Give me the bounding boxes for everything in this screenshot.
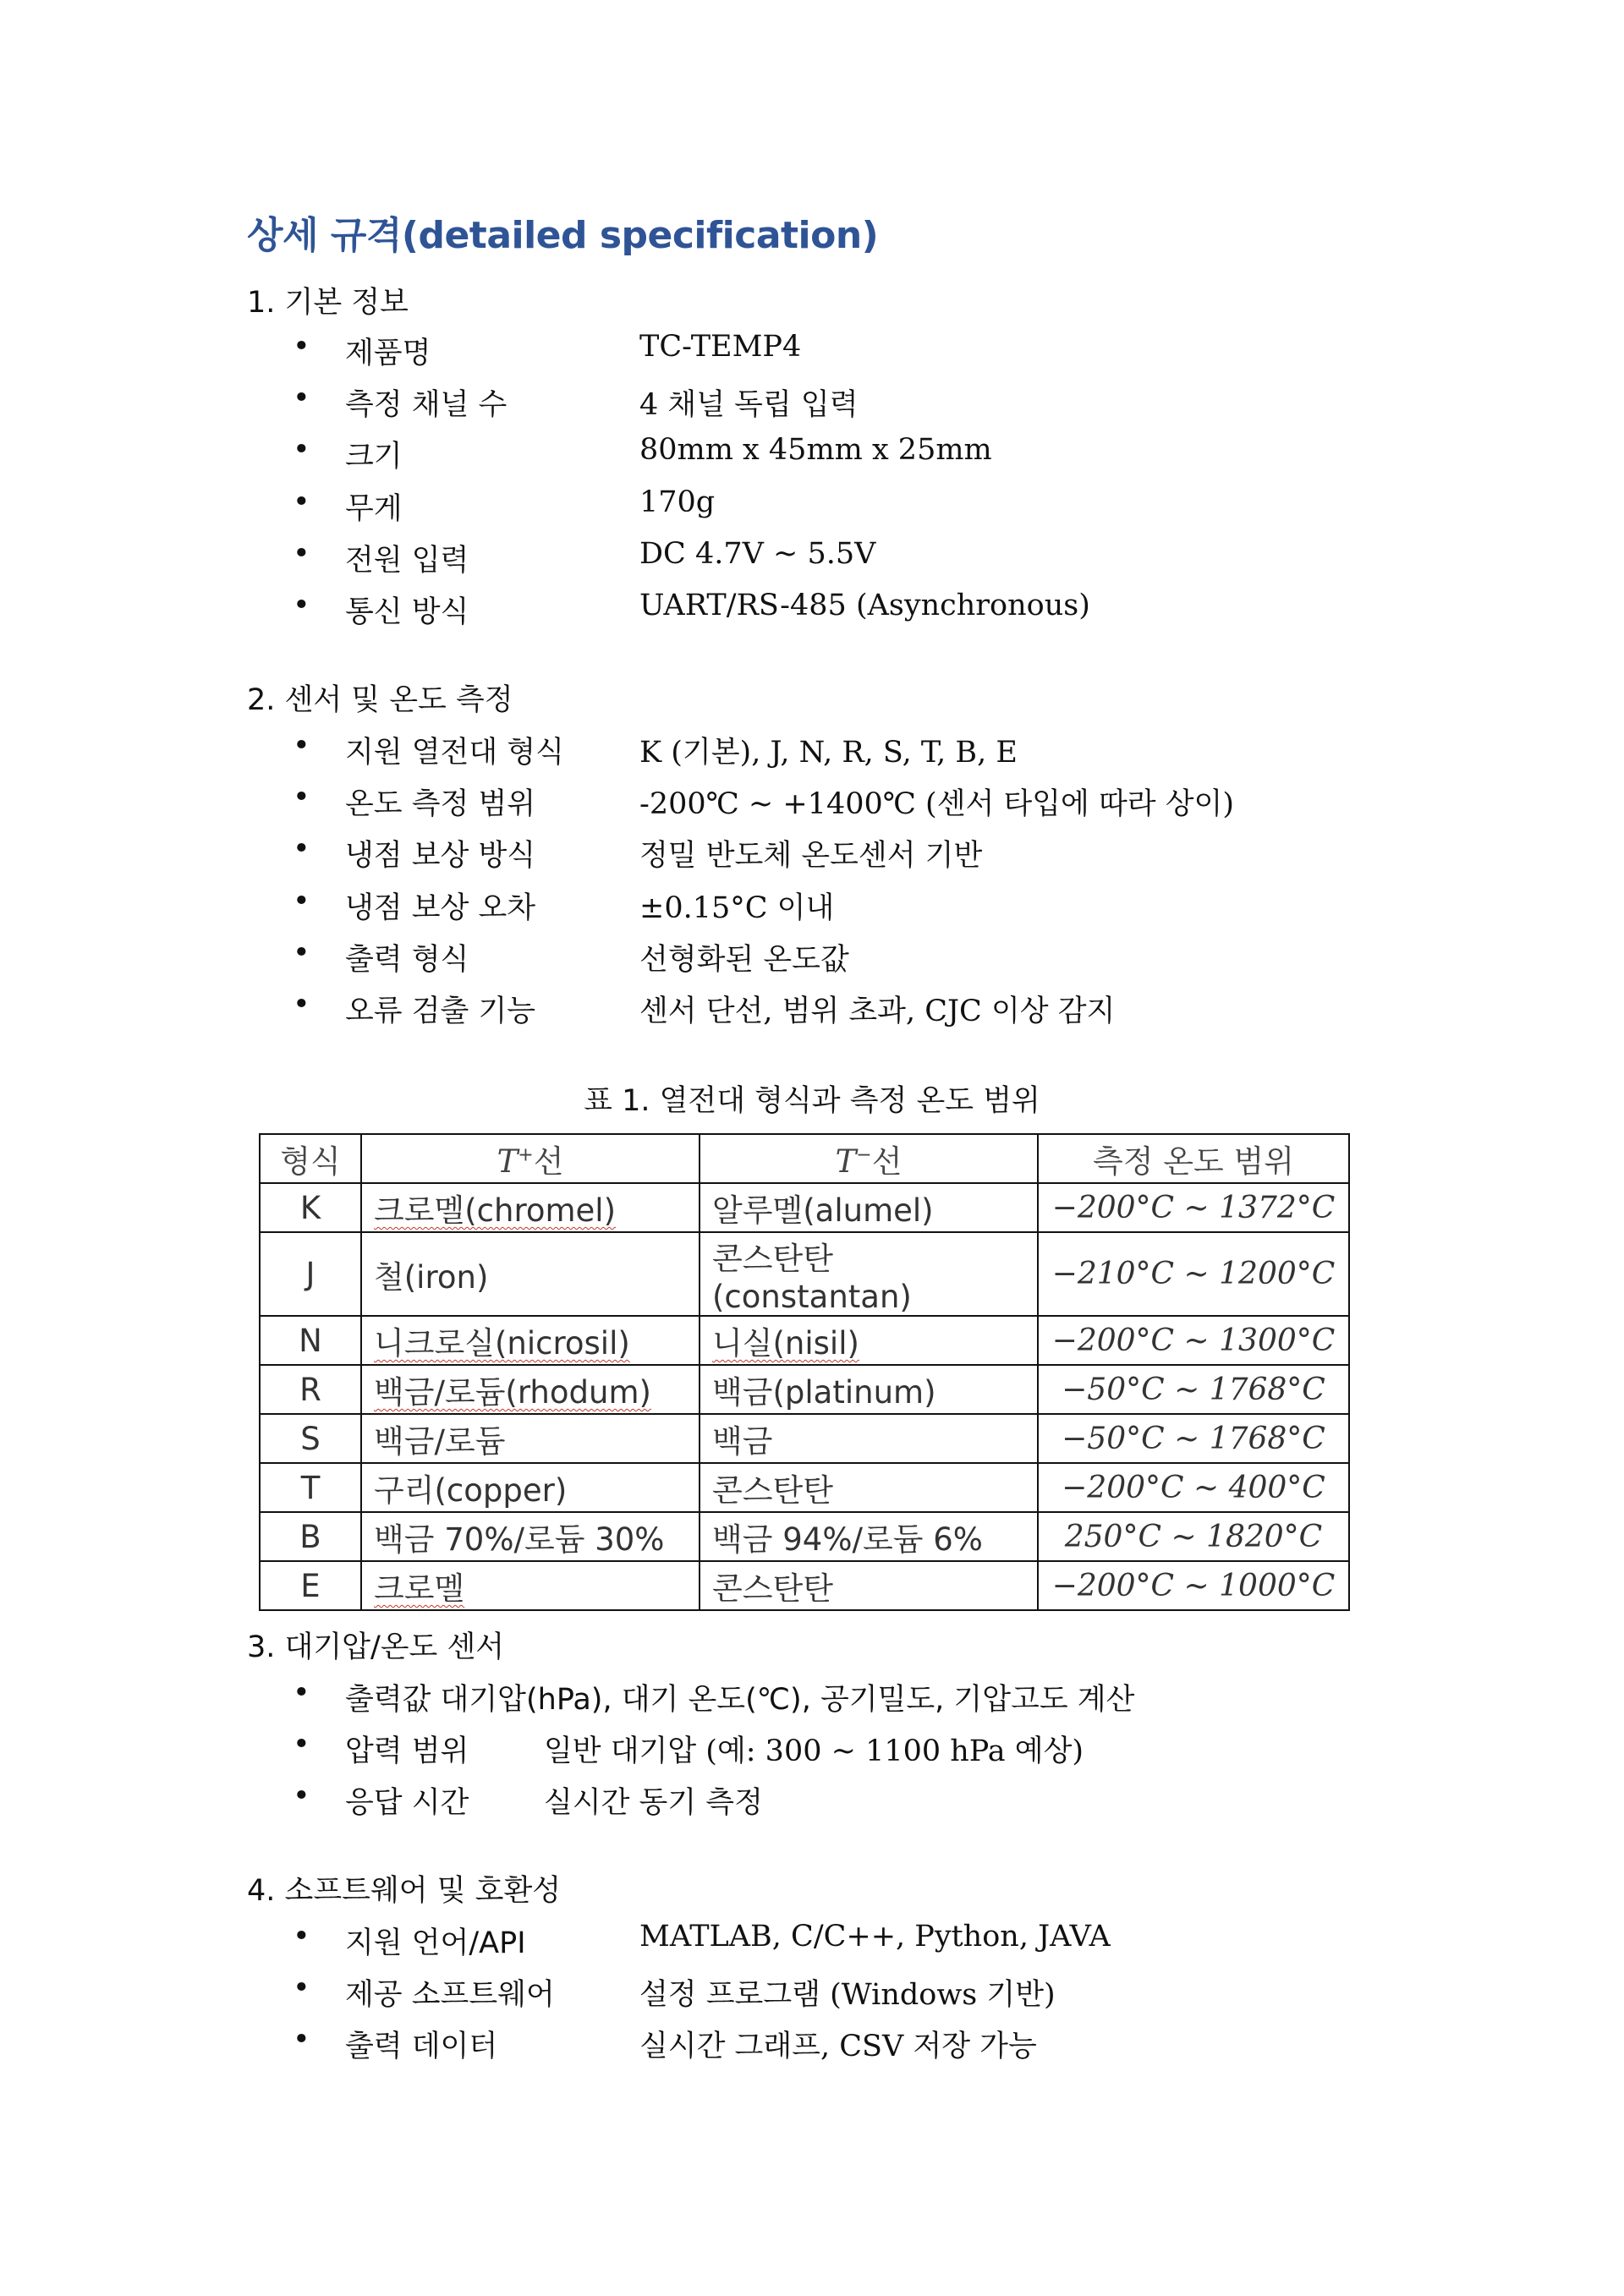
- cell-negative-wire: 백금: [700, 1414, 1038, 1463]
- spec-value: 실시간 그래프, CSV 저장 가능: [639, 2030, 1037, 2063]
- cell-type: E: [260, 1561, 361, 1610]
- table-caption: 표 1. 열전대 형식과 측정 온도 범위: [584, 1084, 1040, 1118]
- col-header-range: 측정 온도 범위: [1038, 1134, 1349, 1183]
- cell-range: 250°C ~ 1820°C: [1038, 1512, 1349, 1561]
- spec-label: 전원 입력: [345, 544, 469, 578]
- bullet: •: [293, 2023, 310, 2057]
- spec-item: [0, 589, 1624, 631]
- section-heading-software: 4. 소프트웨어 및 호환성: [247, 1874, 562, 1908]
- section-heading-basic-info: 1. 기본 정보: [247, 286, 409, 320]
- cell-positive-text: 백금/로듐(rhodum): [374, 1374, 651, 1411]
- spec-item: [0, 832, 1624, 874]
- bullet: •: [293, 1779, 310, 1813]
- cell-type: B: [260, 1512, 361, 1561]
- col-header-positive-wire: [361, 1134, 700, 1183]
- spec-value: UART/RS-485 (Asynchronous): [639, 589, 1090, 622]
- spec-item: [0, 1728, 1624, 1770]
- spec-value: ±0.15°C 이내: [639, 891, 835, 925]
- table-row: [260, 1414, 1349, 1463]
- bullet: •: [293, 537, 310, 571]
- cell-positive-text: 크로멜(chromel): [374, 1192, 617, 1229]
- spec-value: TC-TEMP4: [639, 330, 802, 364]
- bullet: •: [293, 433, 310, 467]
- spec-item: [0, 433, 1624, 475]
- spec-item: [0, 537, 1624, 579]
- spec-label: 측정 채널 수: [345, 388, 508, 422]
- cell-range: −200°C ~ 1372°C: [1038, 1183, 1349, 1232]
- bullet: •: [293, 832, 310, 866]
- spec-item: [0, 330, 1624, 372]
- bullet: •: [293, 485, 310, 519]
- spec-item: [0, 988, 1624, 1030]
- cell-negative-wire: 알루멜(alumel): [700, 1183, 1038, 1232]
- spec-label: 응답 시간: [345, 1786, 469, 1820]
- cell-positive-wire: [361, 1365, 700, 1414]
- spec-value: 80mm x 45mm x 25mm: [639, 433, 992, 467]
- spec-label: 지원 언어/API: [345, 1926, 526, 1960]
- table-row: [260, 1232, 1349, 1316]
- spec-value: DC 4.7V ~ 5.5V: [639, 537, 876, 571]
- spec-label: 크기: [345, 440, 403, 474]
- bullet: •: [293, 936, 310, 970]
- thermocouple-table: [259, 1133, 1350, 1611]
- table-header-row: [260, 1134, 1349, 1183]
- bullet: •: [293, 729, 310, 763]
- cell-negative-wire: 콘스탄탄: [700, 1463, 1038, 1512]
- bullet: •: [293, 1728, 310, 1762]
- bullet: •: [293, 1920, 310, 1954]
- bullet: •: [293, 885, 310, 918]
- bullet: •: [293, 589, 310, 622]
- cell-range: −200°C ~ 400°C: [1038, 1463, 1349, 1512]
- col-header-positive-suffix: 선: [533, 1143, 564, 1180]
- table-row: [260, 1463, 1349, 1512]
- cell-negative-wire: 백금(platinum): [700, 1365, 1038, 1414]
- col-header-negative-sup: −: [856, 1144, 872, 1166]
- cell-positive-wire: 구리(copper): [361, 1463, 700, 1512]
- table-row: [260, 1316, 1349, 1365]
- spec-label: 지원 열전대 형식: [345, 736, 564, 770]
- col-header-negative-wire: [700, 1134, 1038, 1183]
- spec-label: 오류 검출 기능: [345, 995, 536, 1028]
- section-heading-pressure-sensor: 3. 대기압/온도 센서: [247, 1630, 505, 1664]
- table-row: [260, 1365, 1349, 1414]
- cell-positive-text: 니크로실(nicrosil): [374, 1325, 630, 1362]
- cell-positive-wire: [361, 1561, 700, 1610]
- spec-label: 냉점 보상 방식: [345, 839, 536, 873]
- cell-negative-wire: 콘스탄탄: [700, 1561, 1038, 1610]
- cell-positive-wire: [361, 1316, 700, 1365]
- cell-negative-wire: 백금 94%/로듐 6%: [700, 1512, 1038, 1561]
- cell-negative-wire: 콘스탄탄(constantan): [700, 1232, 1038, 1316]
- spec-value: 설정 프로그램 (Windows 기반): [639, 1978, 1056, 2012]
- table-row: [260, 1183, 1349, 1232]
- cell-range: −50°C ~ 1768°C: [1038, 1365, 1349, 1414]
- col-header-positive-symbol: T: [497, 1143, 518, 1180]
- cell-positive-wire: [361, 1183, 700, 1232]
- bullet: •: [293, 1971, 310, 2005]
- bullet: •: [293, 988, 310, 1022]
- spec-item: [0, 1971, 1624, 2014]
- spec-item: [0, 885, 1624, 927]
- spec-value: -200℃ ~ +1400℃ (센서 타입에 따라 상이): [639, 787, 1235, 821]
- col-header-positive-sup: +: [518, 1144, 534, 1166]
- spec-item: [0, 381, 1624, 424]
- spec-label: 제품명: [345, 337, 431, 370]
- bullet: •: [293, 330, 310, 364]
- spec-label: 출력 데이터: [345, 2030, 498, 2063]
- section-heading-sensor: 2. 센서 및 온도 측정: [247, 683, 513, 717]
- spec-value: MATLAB, C/C++, Python, JAVA: [639, 1920, 1111, 1954]
- cell-type: T: [260, 1463, 361, 1512]
- cell-positive-wire: 철(iron): [361, 1232, 700, 1316]
- spec-label: 온도 측정 범위: [345, 787, 536, 821]
- bullet: •: [293, 1676, 310, 1710]
- col-header-type: 형식: [260, 1134, 361, 1183]
- spec-value: 센서 단선, 범위 초과, CJC 이상 감지: [639, 995, 1116, 1028]
- spec-value: 일반 대기압 (예: 300 ~ 1100 hPa 예상): [544, 1734, 1084, 1768]
- spec-item: [0, 1920, 1624, 1962]
- cell-type: N: [260, 1316, 361, 1365]
- spec-item: [0, 781, 1624, 823]
- spec-value: K (기본), J, N, R, S, T, B, E: [639, 736, 1018, 770]
- cell-range: −50°C ~ 1768°C: [1038, 1414, 1349, 1463]
- bullet: •: [293, 381, 310, 415]
- spec-label: 제공 소프트웨어: [345, 1978, 555, 2012]
- col-header-negative-suffix: 선: [871, 1143, 903, 1180]
- spec-value: 4 채널 독립 입력: [639, 388, 859, 422]
- spec-label: 출력 형식: [345, 943, 469, 977]
- spec-value: 170g: [639, 485, 716, 519]
- col-header-negative-symbol: T: [835, 1143, 857, 1180]
- spec-label: 통신 방식: [345, 595, 469, 629]
- bullet: •: [293, 781, 310, 814]
- spec-item: [0, 936, 1624, 978]
- cell-positive-wire: 백금 70%/로듐 30%: [361, 1512, 700, 1561]
- spec-item: [0, 1676, 1624, 1718]
- spec-label: 압력 범위: [345, 1734, 469, 1768]
- spec-value: 선형화된 온도값: [639, 943, 849, 977]
- spec-item: [0, 485, 1624, 528]
- spec-label: 무게: [345, 492, 403, 526]
- spec-value: 정밀 반도체 온도센서 기반: [639, 839, 983, 873]
- cell-range: −210°C ~ 1200°C: [1038, 1232, 1349, 1316]
- cell-type: R: [260, 1365, 361, 1414]
- cell-range: −200°C ~ 1300°C: [1038, 1316, 1349, 1365]
- cell-type: K: [260, 1183, 361, 1232]
- cell-type: J: [260, 1232, 361, 1316]
- spec-item: [0, 2023, 1624, 2065]
- spec-value: 실시간 동기 측정: [544, 1786, 763, 1820]
- spec-item: [0, 729, 1624, 771]
- cell-type: S: [260, 1414, 361, 1463]
- spec-item: [0, 1779, 1624, 1822]
- table-row: [260, 1561, 1349, 1610]
- cell-positive-wire: 백금/로듐: [361, 1414, 700, 1463]
- spec-label: 출력값 대기압(hPa), 대기 온도(℃), 공기밀도, 기압고도 계산: [345, 1683, 1135, 1717]
- cell-negative-wire: [700, 1316, 1038, 1365]
- cell-negative-text: 니실(nisil): [712, 1325, 859, 1362]
- spec-label: 냉점 보상 오차: [345, 891, 536, 925]
- page-title: 상세 규격(detailed specification): [247, 214, 879, 257]
- table-row: [260, 1512, 1349, 1561]
- cell-positive-text: 크로멜: [374, 1570, 465, 1607]
- cell-range: −200°C ~ 1000°C: [1038, 1561, 1349, 1610]
